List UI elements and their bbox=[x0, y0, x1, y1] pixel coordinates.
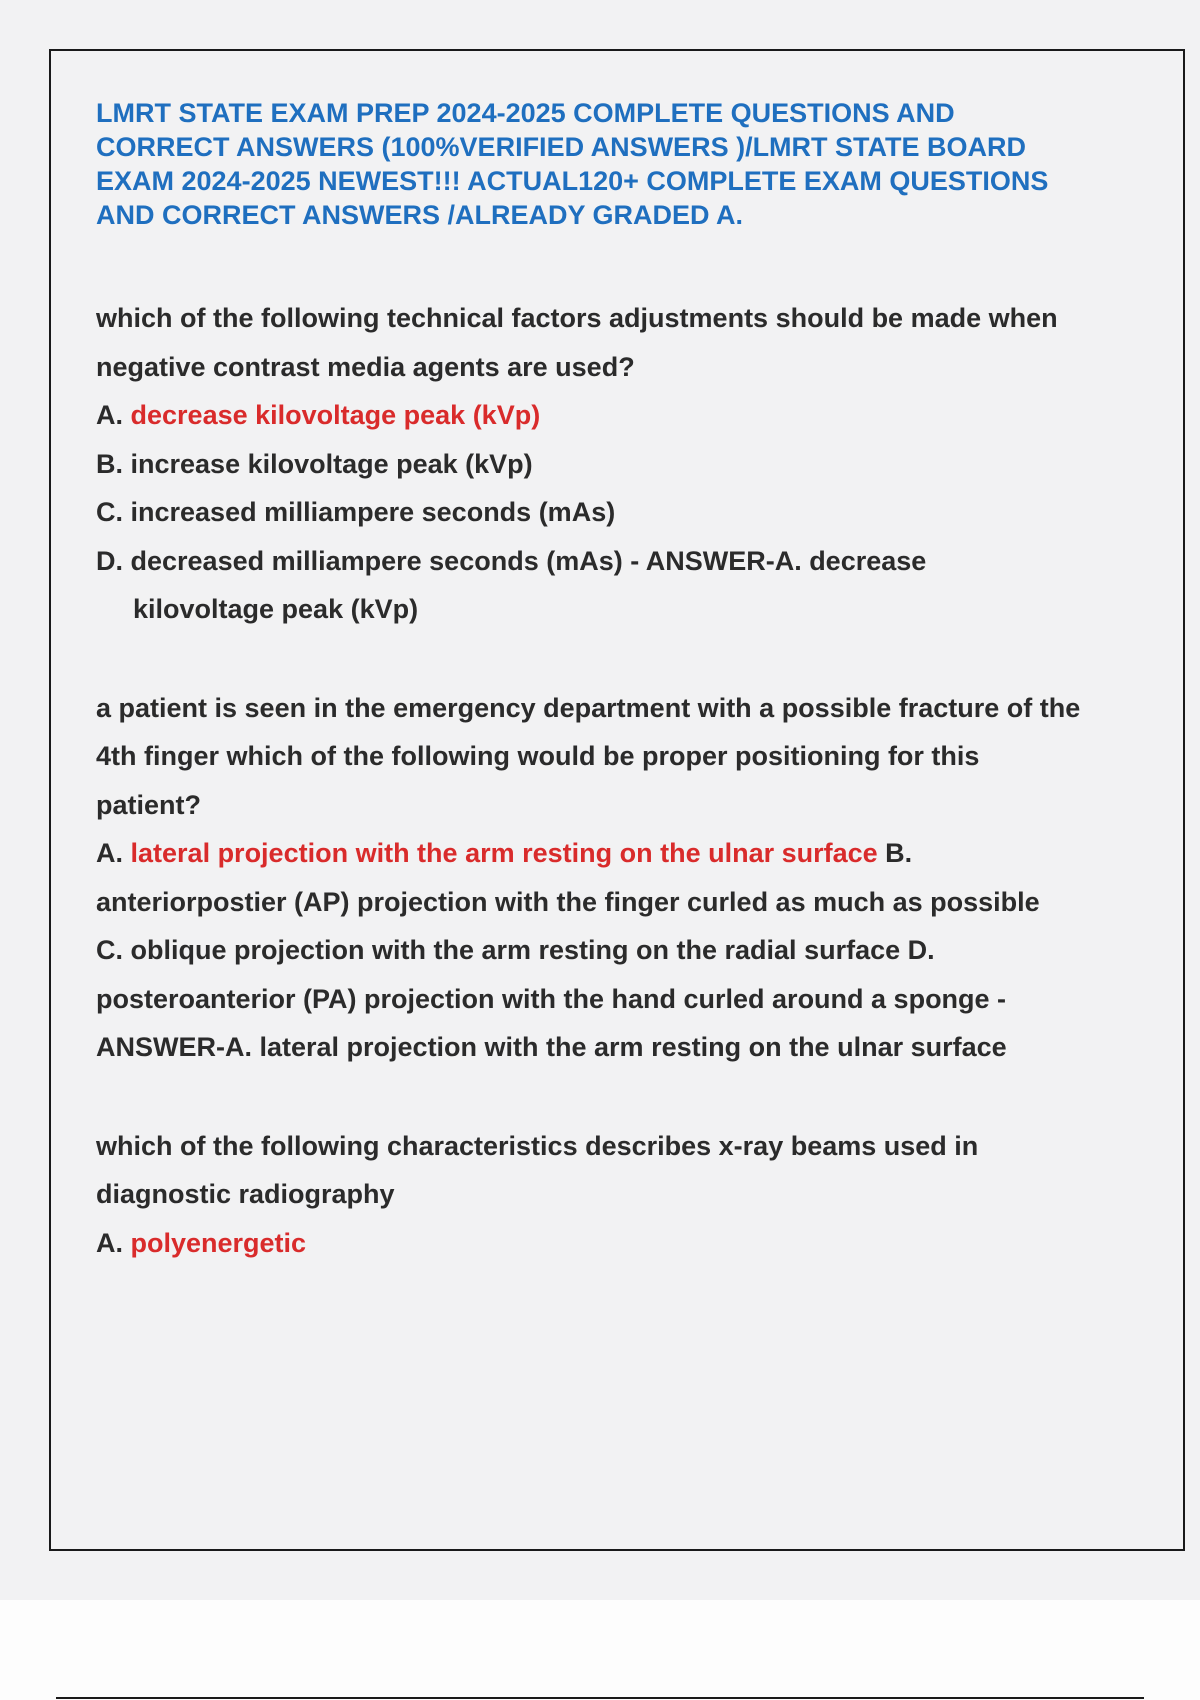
option-a-prefix: A. bbox=[96, 400, 131, 430]
correct-answer-highlight: decrease kilovoltage peak (kVp) bbox=[130, 400, 541, 430]
options-a-b bbox=[96, 829, 1086, 926]
question-prompt: a patient is seen in the emergency department with a possible fracture of the 4th finger which of the following would be proper positioning for this patient? bbox=[96, 692, 1081, 820]
option-d-continued: kilovoltage peak (kVp) bbox=[133, 594, 419, 624]
footer-divider bbox=[56, 1697, 1144, 1699]
question-2 bbox=[96, 684, 1086, 1072]
question-3 bbox=[96, 1122, 1086, 1268]
options-c-d-answer: C. oblique projection with the arm resting on the radial surface D. posteroanterior (PA) projection with the hand curled around a sponge - ANSWER-A. lateral projection with the arm resting on the ulnar surface bbox=[96, 935, 1007, 1062]
option-a bbox=[96, 1219, 1086, 1268]
question-1 bbox=[96, 294, 1086, 634]
option-a-prefix: A. bbox=[96, 838, 131, 868]
option-a-prefix: A. bbox=[96, 1227, 131, 1258]
correct-answer-highlight: polyenergetic bbox=[130, 1227, 307, 1258]
option-b: B. increase kilovoltage peak (kVp) bbox=[96, 448, 533, 479]
correct-answer-highlight: lateral projection with the arm resting on the ulnar surface bbox=[130, 838, 878, 868]
question-prompt: which of the following technical factors adjustments should be made when negative contrast media agents are used? bbox=[96, 303, 1058, 382]
option-d: D. decreased milliampere seconds (mAs) - ANSWER-A. decrease bbox=[96, 545, 927, 576]
option-b: B. anteriorpostier (AP) projection with the finger curled as much as possible bbox=[96, 838, 1040, 917]
document-title: LMRT STATE EXAM PREP 2024-2025 COMPLETE QUESTIONS AND CORRECT ANSWERS (100%VERIFIED ANSWERS )/LMRT STATE BOARD EXAM 2024-2025 NEWEST!!! ACTUAL120+ COMPLETE EXAM QUESTIONS AND CORRECT ANSWERS /ALREADY GRADED A. bbox=[96, 98, 1049, 230]
document-content bbox=[96, 96, 1086, 1317]
option-c: C. increased milliampere seconds (mAs) bbox=[96, 497, 616, 527]
option-a bbox=[96, 391, 1086, 440]
question-prompt: which of the following characteristics describes x-ray beams used in diagnostic radiography bbox=[96, 1130, 979, 1209]
